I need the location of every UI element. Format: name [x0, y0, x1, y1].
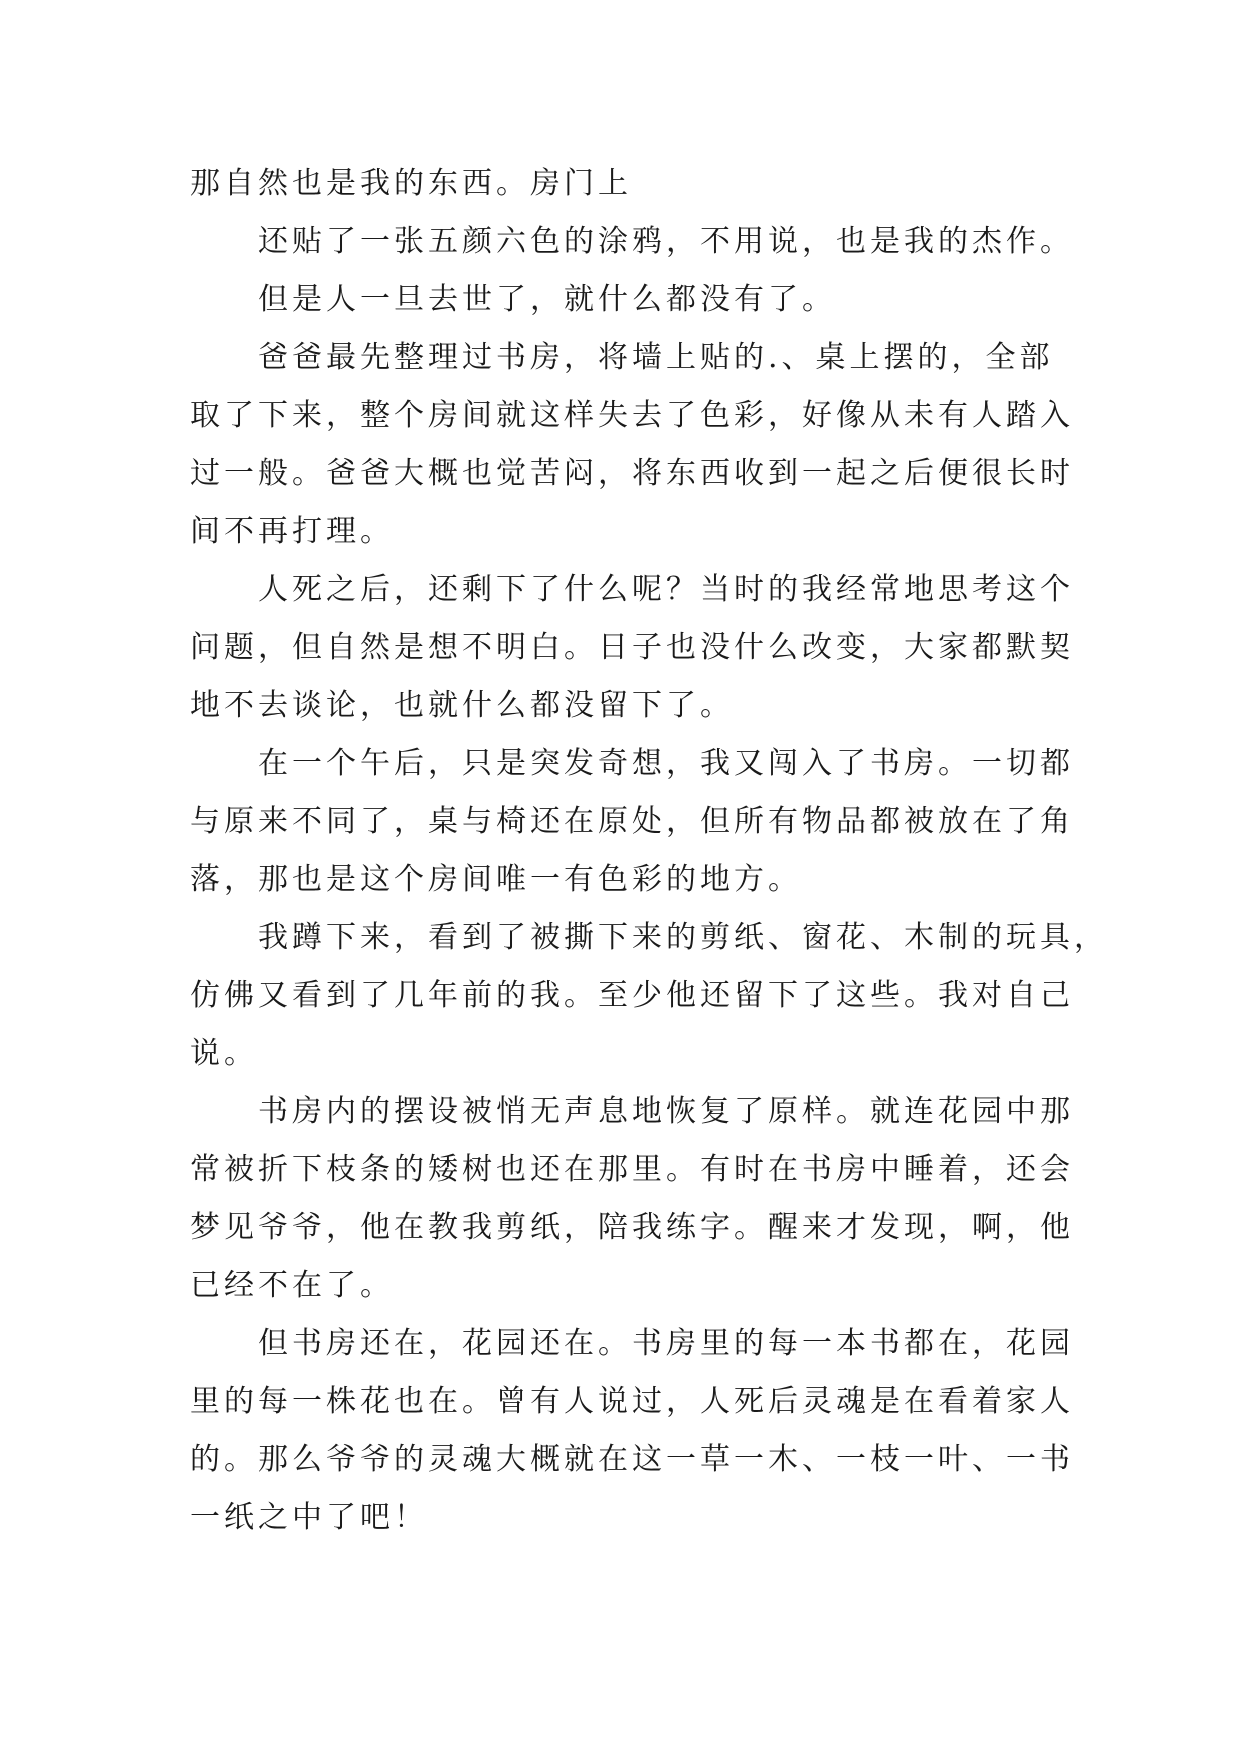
text-line: 我蹲下来，看到了被撕下来的剪纸、窗花、木制的玩具，: [258, 920, 1108, 955]
document-body: [190, 155, 1108, 1547]
text-line: 爸爸最先整理过书房，将墙上贴的.、桌上摆的，全部: [258, 340, 1054, 375]
text-line: 取了下来，整个房间就这样失去了色彩，好像从未有人踏入: [190, 398, 1074, 433]
text-line: 地不去谈论，也就什么都没留下了。: [190, 688, 734, 723]
text-line: 常被折下枝条的矮树也还在那里。有时在书房中睡着，还会: [190, 1152, 1074, 1187]
text-line: 书房内的摆设被悄无声息地恢复了原样。就连花园中那: [258, 1094, 1074, 1129]
text-line: 但是人一旦去世了，就什么都没有了。: [258, 282, 836, 317]
text-line: 人死之后，还剩下了什么呢？当时的我经常地思考这个: [258, 572, 1074, 607]
text-line: 梦见爷爷，他在教我剪纸，陪我练字。醒来才发现，啊，他: [190, 1210, 1074, 1245]
text-line: 问题，但自然是想不明白。日子也没什么改变，大家都默契: [190, 630, 1074, 665]
text-line: 但书房还在，花园还在。书房里的每一本书都在，花园: [258, 1326, 1074, 1361]
text-line: 已经不在了。: [190, 1268, 394, 1303]
text-line: 一纸之中了吧！: [190, 1500, 428, 1535]
text-line: 落，那也是这个房间唯一有色彩的地方。: [190, 862, 802, 897]
text-line: 在一个午后，只是突发奇想，我又闯入了书房。一切都: [258, 746, 1074, 781]
text-line: 说。: [190, 1036, 258, 1071]
text-line: 与原来不同了，桌与椅还在原处，但所有物品都被放在了角: [190, 804, 1074, 839]
text-line: 过一般。爸爸大概也觉苦闷，将东西收到一起之后便很长时: [190, 456, 1074, 491]
text-line: 还贴了一张五颜六色的涂鸦，不用说，也是我的杰作。: [258, 224, 1074, 259]
text-line: 那自然也是我的东西。房门上: [190, 166, 632, 201]
text-line: 的。那么爷爷的灵魂大概就在这一草一木、一枝一叶、一书: [190, 1442, 1074, 1477]
text-line: 间不再打理。: [190, 514, 394, 549]
text-line: 仿佛又看到了几年前的我。至少他还留下了这些。我对自己: [190, 978, 1074, 1013]
text-line: 里的每一株花也在。曾有人说过，人死后灵魂是在看着家人: [190, 1384, 1074, 1419]
